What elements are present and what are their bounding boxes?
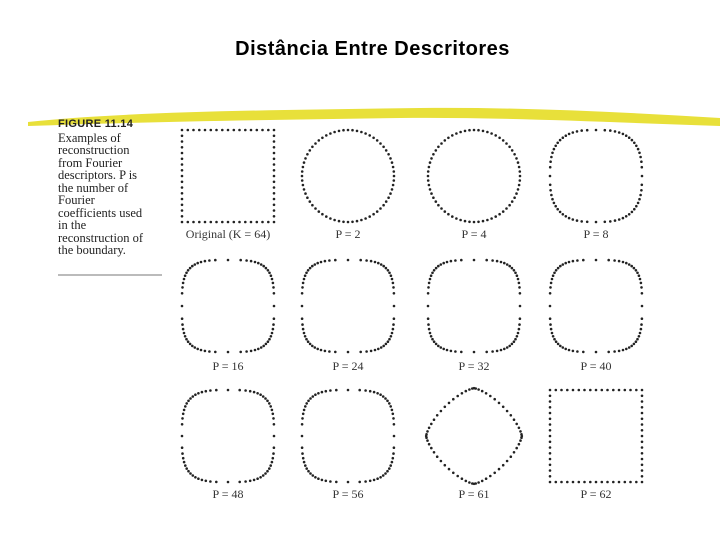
boundary-panel bbox=[549, 129, 644, 224]
boundary-panel bbox=[181, 259, 276, 354]
figure-caption-text: Examples of reconstruction from Fourier descriptors. P is the number of Fourier coefficients used in the reconstruction of the boundary. bbox=[58, 130, 144, 257]
panel-label: Original (K = 64) bbox=[185, 227, 271, 241]
panel-label: P = 2 bbox=[335, 227, 361, 241]
panel-label: P = 48 bbox=[212, 487, 244, 501]
boundary-panel bbox=[181, 129, 276, 224]
panel-label: P = 16 bbox=[212, 359, 244, 373]
boundary-panel bbox=[549, 389, 644, 484]
panel-label: P = 61 bbox=[458, 487, 490, 501]
panel-label: P = 40 bbox=[580, 359, 612, 373]
panel-label: P = 56 bbox=[332, 487, 364, 501]
boundary-panel bbox=[549, 259, 644, 354]
figure-label: FIGURE 11.14 bbox=[58, 118, 134, 130]
boundary-panel bbox=[181, 389, 276, 484]
boundary-panel bbox=[427, 129, 522, 224]
panel-label: P = 62 bbox=[580, 487, 612, 501]
panel-label: P = 8 bbox=[583, 227, 609, 241]
boundary-panel bbox=[425, 387, 523, 485]
slide-title: Distância Entre Descritores bbox=[235, 38, 510, 60]
panel-label: P = 4 bbox=[461, 227, 487, 241]
boundary-panel bbox=[427, 259, 522, 354]
boundary-panel bbox=[301, 259, 396, 354]
boundary-panel bbox=[301, 389, 396, 484]
panel-label: P = 24 bbox=[332, 359, 364, 373]
panel-label: P = 32 bbox=[458, 359, 490, 373]
boundary-panel bbox=[301, 129, 396, 224]
